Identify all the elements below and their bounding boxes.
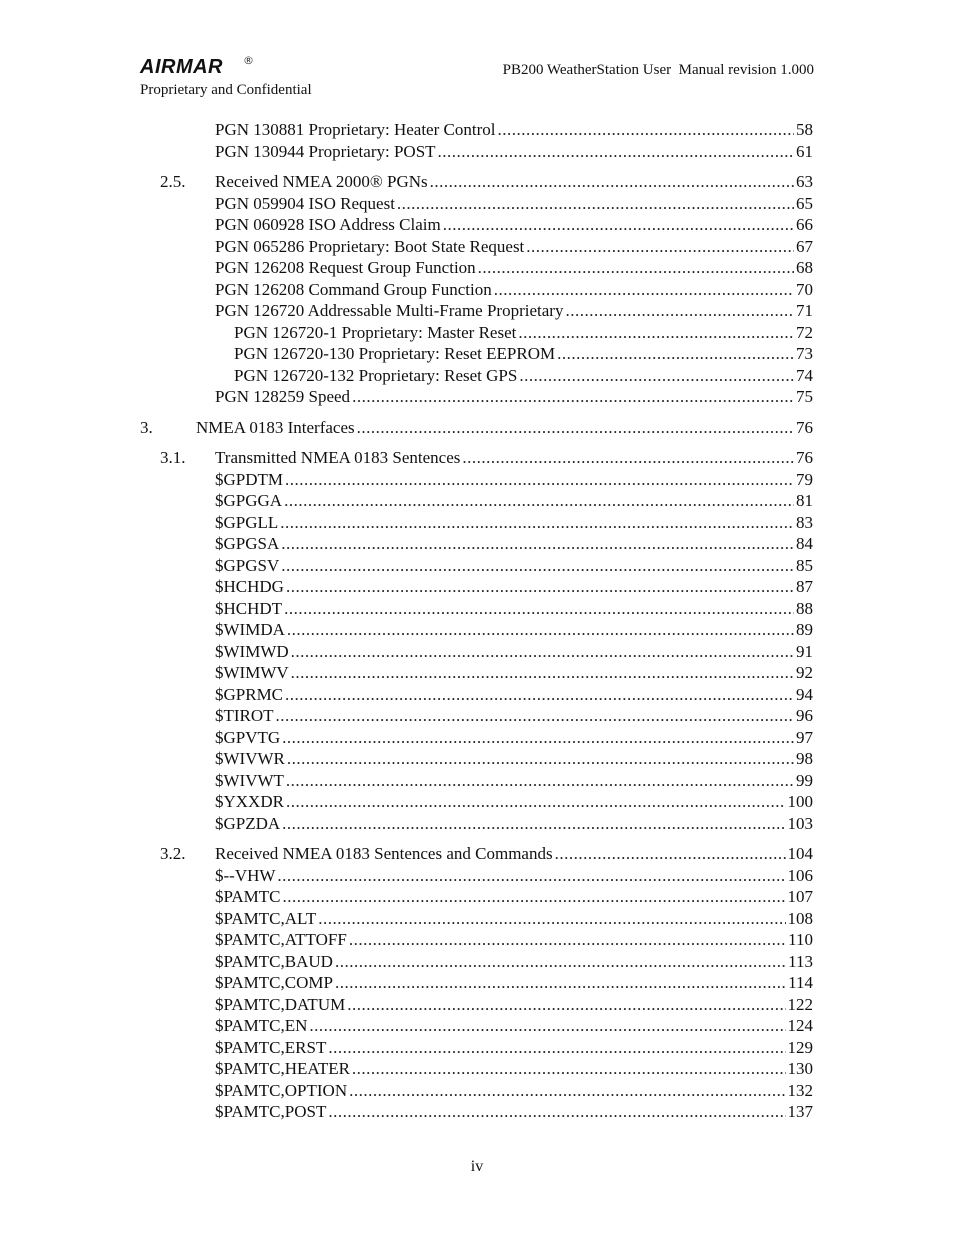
airmar-logo: AIRMAR bbox=[140, 56, 223, 78]
toc-entry-title: $GPRMC bbox=[215, 684, 284, 704]
toc-entry-page: 76 bbox=[796, 448, 813, 467]
dot-leader bbox=[283, 887, 786, 907]
toc-entry-page: 103 bbox=[787, 813, 813, 833]
toc-entry[interactable] bbox=[215, 814, 813, 834]
dot-leader bbox=[352, 1059, 786, 1079]
toc-entry[interactable] bbox=[215, 728, 813, 748]
toc-entry-title: $WIVWR bbox=[215, 749, 285, 768]
toc-entry-page: 132 bbox=[787, 1080, 813, 1100]
toc-entry[interactable] bbox=[234, 366, 813, 386]
dot-leader bbox=[430, 172, 794, 192]
toc-entry-title: PGN 126720 Addressable Multi-Frame Proprietary bbox=[215, 301, 564, 320]
toc-entry-number: 3.2. bbox=[160, 844, 186, 863]
dot-leader bbox=[438, 142, 794, 162]
toc-entry[interactable] bbox=[215, 1059, 813, 1079]
dot-leader bbox=[335, 973, 786, 993]
toc-entry-title: Received NMEA 2000® PGNs bbox=[215, 172, 428, 191]
dot-leader bbox=[281, 534, 794, 554]
dot-leader bbox=[287, 620, 794, 640]
dot-leader bbox=[282, 814, 785, 834]
toc-entry-title: $HCHDT bbox=[215, 598, 283, 618]
toc-entry-title: $PAMTC,EN bbox=[215, 1016, 308, 1035]
toc-entry-page: 72 bbox=[796, 322, 813, 342]
dot-leader bbox=[318, 909, 785, 929]
toc-entry[interactable] bbox=[215, 470, 813, 490]
toc-entry-page: 88 bbox=[796, 598, 813, 618]
toc-entry[interactable] bbox=[140, 417, 813, 438]
dot-leader bbox=[328, 1102, 785, 1122]
dot-leader bbox=[309, 1016, 785, 1036]
toc-entry-title: $PAMTC,POST bbox=[215, 1102, 327, 1121]
toc-entry-page: 104 bbox=[787, 844, 813, 863]
toc-entry-page: 68 bbox=[796, 258, 813, 277]
toc-entry-title: $PAMTC,COMP bbox=[215, 973, 333, 992]
toc-entry-page: 83 bbox=[796, 512, 813, 532]
toc-entry[interactable] bbox=[215, 387, 813, 407]
toc-entry-page: 107 bbox=[787, 887, 813, 906]
toc-entry-page: 76 bbox=[796, 417, 813, 437]
toc-entry-page: 114 bbox=[788, 973, 813, 992]
toc-entry[interactable] bbox=[215, 973, 813, 993]
toc-entry[interactable] bbox=[215, 1102, 813, 1122]
dot-leader bbox=[397, 194, 794, 214]
toc-entry[interactable] bbox=[160, 844, 813, 864]
dot-leader bbox=[478, 258, 794, 278]
toc-entry[interactable] bbox=[215, 491, 813, 511]
toc-entry-page: 124 bbox=[787, 1016, 813, 1035]
toc-entry[interactable] bbox=[215, 599, 813, 619]
dot-leader bbox=[276, 706, 794, 726]
toc-entry-title: $PAMTC,HEATER bbox=[215, 1059, 350, 1078]
toc-entry-page: 70 bbox=[796, 279, 813, 299]
dot-leader bbox=[519, 366, 794, 386]
toc-entry-page: 85 bbox=[796, 555, 813, 575]
toc-entry[interactable] bbox=[215, 194, 813, 214]
registered-mark: ® bbox=[243, 54, 254, 67]
toc-entry-title: PGN 126208 Request Group Function bbox=[215, 258, 476, 277]
dot-leader bbox=[349, 1081, 785, 1101]
dot-leader bbox=[357, 418, 794, 438]
toc-entry-title: $TIROT bbox=[215, 706, 274, 725]
toc-entry-title: PGN 130944 Proprietary: POST bbox=[215, 141, 436, 161]
toc-entry-title: PGN 126720-132 Proprietary: Reset GPS bbox=[234, 365, 518, 385]
page-header bbox=[140, 56, 814, 100]
toc-entry-page: 96 bbox=[796, 706, 813, 725]
toc-entry-title: $WIVWT bbox=[215, 770, 284, 790]
toc-entry-title: $PAMTC,ALT bbox=[215, 908, 317, 928]
toc-entry-title: PGN 126208 Command Group Function bbox=[215, 279, 492, 299]
toc-entry-page: 73 bbox=[796, 344, 813, 363]
dot-leader bbox=[565, 301, 794, 321]
toc-entry[interactable] bbox=[215, 513, 813, 533]
toc-entry[interactable] bbox=[215, 792, 813, 812]
toc-entry-title: PGN 060928 ISO Address Claim bbox=[215, 215, 441, 234]
dot-leader bbox=[494, 280, 794, 300]
toc-entry-page: 91 bbox=[796, 641, 813, 661]
toc-entry[interactable] bbox=[215, 866, 813, 886]
toc-entry-page: 97 bbox=[796, 727, 813, 747]
toc-entry-page: 108 bbox=[787, 908, 813, 928]
toc-entry[interactable] bbox=[215, 1081, 813, 1101]
toc-entry-page: 110 bbox=[788, 930, 813, 949]
toc-entry-title: $--VHW bbox=[215, 865, 276, 885]
dot-leader bbox=[286, 792, 786, 812]
toc-entry-page: 137 bbox=[787, 1102, 813, 1121]
toc-entry[interactable] bbox=[160, 448, 813, 468]
confidential-notice: Proprietary and Confidential bbox=[140, 82, 312, 98]
toc-entry-title: $GPDTM bbox=[215, 469, 284, 489]
dot-leader bbox=[555, 844, 786, 864]
toc-entry-title: $PAMTC,OPTION bbox=[215, 1080, 348, 1100]
toc-entry-number: 3.1. bbox=[160, 448, 186, 467]
toc-entry-title: $GPGLL bbox=[215, 512, 279, 532]
toc-entry-page: 74 bbox=[796, 365, 813, 385]
toc-entry-title: Received NMEA 0183 Sentences and Commands bbox=[215, 844, 553, 863]
toc-entry[interactable] bbox=[215, 215, 813, 235]
toc-entry[interactable] bbox=[215, 620, 813, 640]
document-title: PB200 WeatherStation User Manual revision 1.000 bbox=[502, 62, 814, 78]
dot-leader bbox=[286, 771, 794, 791]
dot-leader bbox=[277, 866, 785, 886]
toc-entry-title: PGN 130881 Proprietary: Heater Control bbox=[215, 120, 496, 139]
toc-entry-title: NMEA 0183 Interfaces bbox=[196, 417, 355, 437]
toc-entry-number: 2.5. bbox=[160, 172, 186, 191]
toc-entry-page: 122 bbox=[787, 994, 813, 1014]
toc-entry-page: 89 bbox=[796, 620, 813, 639]
toc-entry[interactable] bbox=[215, 771, 813, 791]
toc-entry[interactable] bbox=[215, 1038, 813, 1058]
toc-entry-page: 63 bbox=[796, 172, 813, 191]
toc-entry-page: 98 bbox=[796, 749, 813, 768]
dot-leader bbox=[462, 448, 794, 468]
toc-entry-page: 100 bbox=[787, 792, 813, 811]
toc-entry-title: $GPVTG bbox=[215, 727, 281, 747]
toc-entry-title: PGN 126720-130 Proprietary: Reset EEPROM bbox=[234, 344, 556, 363]
toc-entry-title: $GPGGA bbox=[215, 491, 283, 510]
toc-entry[interactable] bbox=[215, 749, 813, 769]
toc-entry[interactable] bbox=[215, 995, 813, 1015]
dot-leader bbox=[497, 120, 794, 140]
toc-entry[interactable] bbox=[160, 172, 813, 192]
dot-leader bbox=[352, 387, 794, 407]
toc-entry-page: 79 bbox=[796, 469, 813, 489]
dot-leader bbox=[286, 577, 794, 597]
toc-entry-title: $PAMTC,BAUD bbox=[215, 951, 333, 971]
toc-entry-title: $PAMTC,ERST bbox=[215, 1037, 327, 1057]
dot-leader bbox=[328, 1038, 785, 1058]
toc-entry-page: 71 bbox=[796, 301, 813, 320]
toc-entry-title: $GPGSV bbox=[215, 555, 280, 575]
dot-leader bbox=[526, 237, 794, 257]
toc-entry-page: 129 bbox=[787, 1037, 813, 1057]
toc-entry[interactable] bbox=[215, 930, 813, 950]
toc-entry[interactable] bbox=[215, 952, 813, 972]
toc-entry-title: PGN 126720-1 Proprietary: Master Reset bbox=[234, 322, 517, 342]
toc-entry[interactable] bbox=[215, 120, 813, 140]
toc-entry-page: 65 bbox=[796, 193, 813, 213]
toc-entry-page: 58 bbox=[796, 120, 813, 139]
toc-entry[interactable] bbox=[215, 237, 813, 257]
toc-entry-title: $WIMDA bbox=[215, 620, 285, 639]
dot-leader bbox=[349, 930, 786, 950]
dot-leader bbox=[335, 952, 786, 972]
dot-leader bbox=[347, 995, 785, 1015]
toc-entry[interactable] bbox=[215, 534, 813, 554]
toc-entry-page: 99 bbox=[796, 770, 813, 790]
toc-entry-title: $PAMTC,DATUM bbox=[215, 994, 346, 1014]
toc-entry-page: 94 bbox=[796, 684, 813, 704]
toc-entry-page: 66 bbox=[796, 215, 813, 234]
toc-entry-title: $YXXDR bbox=[215, 792, 284, 811]
dot-leader bbox=[282, 728, 794, 748]
toc-entry-title: PGN 128259 Speed bbox=[215, 387, 351, 406]
toc-entry[interactable] bbox=[215, 556, 813, 576]
toc-entry-title: $GPGSA bbox=[215, 534, 280, 553]
toc-entry-page: 113 bbox=[788, 951, 813, 971]
dot-leader bbox=[287, 749, 794, 769]
toc-entry[interactable] bbox=[234, 344, 813, 364]
toc-entry-title: Transmitted NMEA 0183 Sentences bbox=[215, 448, 461, 467]
dot-leader bbox=[284, 491, 794, 511]
toc-entry[interactable] bbox=[215, 1016, 813, 1036]
toc-entry-page: 75 bbox=[796, 387, 813, 406]
dot-leader bbox=[518, 323, 794, 343]
toc-entry[interactable] bbox=[234, 323, 813, 343]
toc-entry-title: $PAMTC,ATTOFF bbox=[215, 930, 347, 949]
toc-entry[interactable] bbox=[215, 909, 813, 929]
toc-entry-page: 67 bbox=[796, 236, 813, 256]
toc-entry[interactable] bbox=[215, 577, 813, 597]
toc-entry[interactable] bbox=[215, 706, 813, 726]
toc-entry-page: 61 bbox=[796, 141, 813, 161]
dot-leader bbox=[281, 556, 794, 576]
dot-leader bbox=[280, 513, 794, 533]
toc-entry-page: 87 bbox=[796, 577, 813, 596]
toc-entry-title: $HCHDG bbox=[215, 577, 284, 596]
toc-entry-title: PGN 059904 ISO Request bbox=[215, 193, 395, 213]
toc-entry-page: 92 bbox=[796, 663, 813, 682]
dot-leader bbox=[285, 685, 794, 705]
dot-leader bbox=[285, 470, 794, 490]
toc-entry-title: $PAMTC bbox=[215, 887, 281, 906]
dot-leader bbox=[291, 663, 794, 683]
toc-entry[interactable] bbox=[215, 280, 813, 300]
dot-leader bbox=[443, 215, 794, 235]
toc-entry[interactable] bbox=[215, 142, 813, 162]
toc-entry[interactable] bbox=[215, 258, 813, 278]
toc-entry-title: $WIMWV bbox=[215, 663, 289, 682]
toc-entry[interactable] bbox=[215, 685, 813, 705]
toc-entry-page: 84 bbox=[796, 534, 813, 553]
toc-entry-title: $GPZDA bbox=[215, 813, 281, 833]
toc-entry-page: 130 bbox=[787, 1059, 813, 1078]
toc-entry-page: 106 bbox=[787, 865, 813, 885]
toc-entry-page: 81 bbox=[796, 491, 813, 510]
dot-leader bbox=[284, 599, 794, 619]
toc-entry[interactable] bbox=[215, 663, 813, 683]
toc-entry[interactable] bbox=[215, 642, 813, 662]
toc-entry-number: 3. bbox=[140, 417, 153, 437]
toc-entry[interactable] bbox=[215, 301, 813, 321]
toc-entry-title: PGN 065286 Proprietary: Boot State Request bbox=[215, 236, 525, 256]
toc-entry[interactable] bbox=[215, 887, 813, 907]
dot-leader bbox=[291, 642, 794, 662]
toc-entry-title: $WIMWD bbox=[215, 641, 289, 661]
dot-leader bbox=[557, 344, 794, 364]
page-number: iv bbox=[470, 1158, 484, 1175]
